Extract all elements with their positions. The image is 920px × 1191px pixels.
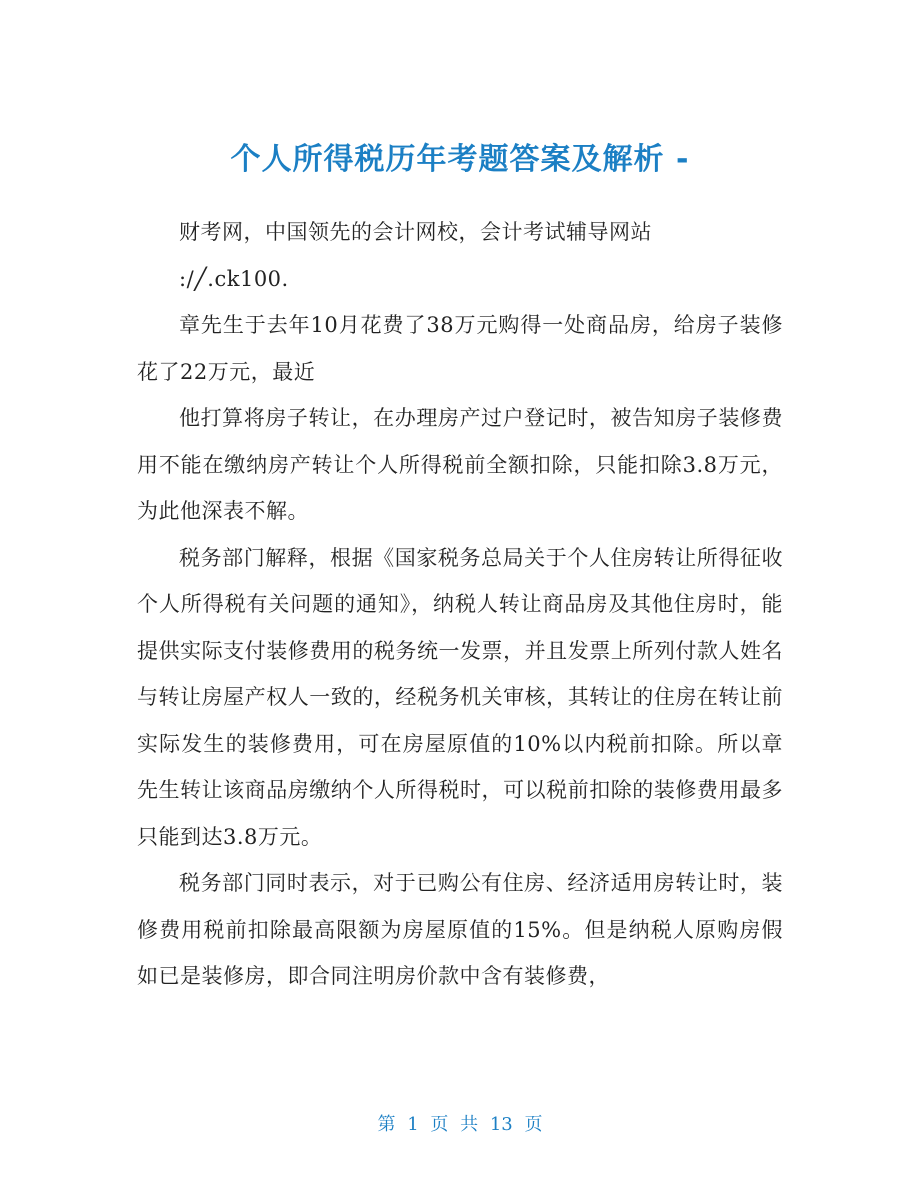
paragraph: 税务部门同时表示，对于已购公有住房、经济适用房转让时，装修费用税前扣除最高限额为房屋原值的15%。但是纳税人原购房假如已是装修房，即合同注明房价款中含有装修费， — [137, 871, 783, 988]
paragraph: 他打算将房子转让，在办理房产过户登记时，被告知房子装修费用不能在缴纳房产转让个人所得税前全额扣除，只能扣除3.8万元，为此他深表不解。 — [137, 406, 783, 523]
page-title: 个人所得税历年考题答案及解析 - — [230, 142, 690, 178]
paragraph: :/╱.ck100. — [179, 266, 289, 291]
paragraph: 章先生于去年10月花费了38万元购得一处商品房，给房子装修花了22万元，最近 — [137, 313, 783, 384]
page-number-footer: 第 1 页 共 13 页 — [377, 1114, 543, 1135]
document-body — [137, 209, 783, 1000]
paragraph: 财考网，中国领先的会计网校，会计考试辅导网站 — [179, 220, 652, 244]
paragraph: 税务部门解释，根据《国家税务总局关于个人住房转让所得征收个人所得税有关问题的通知》，纳税人转让商品房及其他住房时，能提供实际支付装修费用的税务统一发票，并且发票上所列付款人姓名与转让房屋产权人一致的，经税务机关审核，其转让的住房在转让前实际发生的装修费用，可在房屋原值的10%以内税前扣除。所以章先生转让该商品房缴纳个人所得税时，可以税前扣除的装修费用最多只能到达3.8万元。 — [137, 545, 783, 849]
